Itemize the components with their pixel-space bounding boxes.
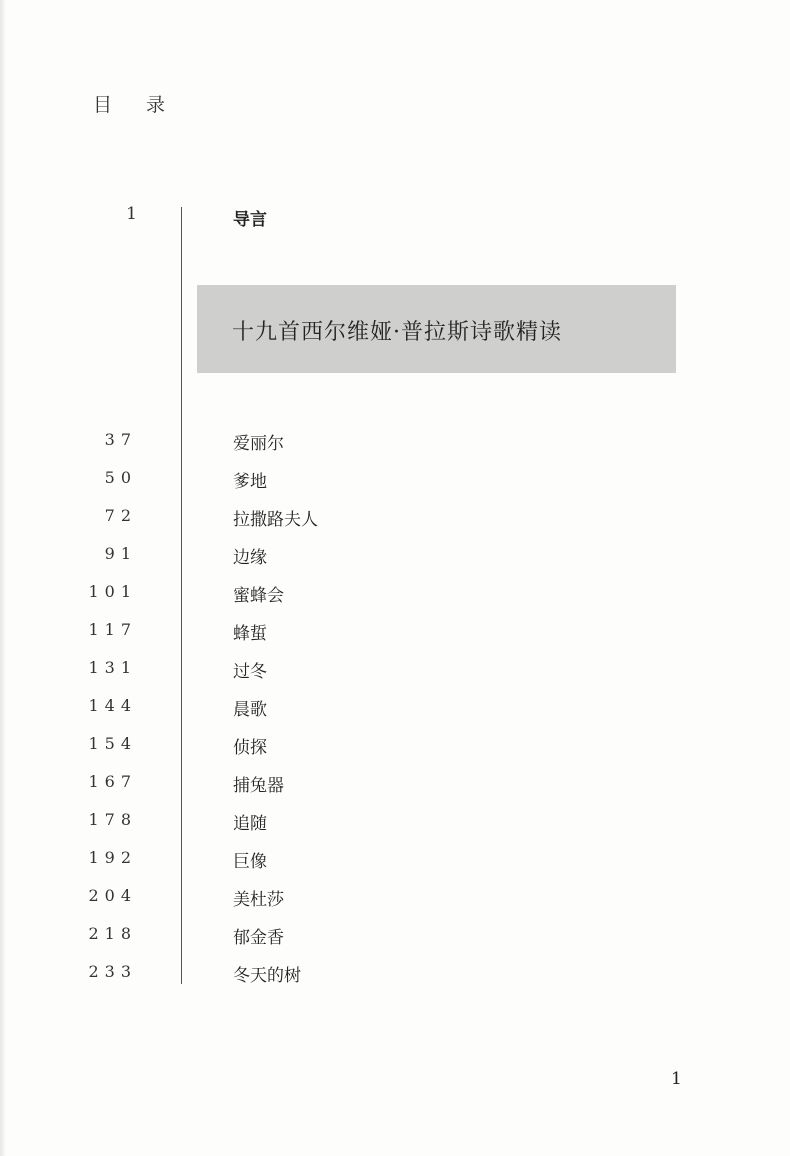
toc-page-number: 233: [88, 962, 137, 981]
toc-page-number: 154: [88, 734, 137, 753]
page-number: 1: [671, 1069, 682, 1089]
toc-title: 蜂蜇: [233, 624, 267, 644]
toc-page-number: 167: [88, 772, 137, 791]
toc-title: 美杜莎: [233, 890, 284, 910]
toc-title: 蜜蜂会: [233, 586, 284, 606]
toc-page-number: 131: [88, 658, 137, 677]
toc-entry: [0, 772, 790, 802]
toc-title: 爹地: [233, 472, 267, 492]
toc-page-number: 50: [104, 468, 137, 487]
toc-entry: [0, 430, 790, 460]
toc-page-number: 178: [88, 810, 137, 829]
toc-title: 追随: [233, 814, 267, 834]
toc-title: 边缘: [233, 548, 267, 568]
toc-page-number: 192: [88, 848, 137, 867]
intro-page-number: 1: [126, 204, 137, 224]
toc-entry: [0, 810, 790, 840]
toc-page-number: 204: [88, 886, 137, 905]
page-title: 目 录: [93, 94, 180, 116]
toc-entry: [0, 544, 790, 574]
intro-title: 导言: [233, 210, 267, 230]
toc-page-number: 72: [104, 506, 137, 525]
toc-title: 捕兔器: [233, 776, 284, 796]
toc-entry: [0, 506, 790, 536]
toc-title: 拉撒路夫人: [233, 510, 318, 530]
toc-page-number: 218: [88, 924, 137, 943]
toc-entry: [0, 734, 790, 764]
toc-entry: [0, 468, 790, 498]
toc-entry: [0, 962, 790, 992]
toc-title: 侦探: [233, 738, 267, 758]
section-title: 十九首西尔维娅·普拉斯诗歌精读: [232, 320, 562, 345]
toc-entry: [0, 848, 790, 878]
toc-entry: [0, 924, 790, 954]
toc-entry: [0, 696, 790, 726]
toc-page-number: 37: [104, 430, 137, 449]
toc-title: 郁金香: [233, 928, 284, 948]
toc-title: 过冬: [233, 662, 267, 682]
toc-entry: [0, 886, 790, 916]
toc-page-number: 91: [104, 544, 137, 563]
toc-entry: [0, 658, 790, 688]
toc-entry: [0, 620, 790, 650]
toc-entry: [0, 582, 790, 612]
toc-title: 爱丽尔: [233, 434, 284, 454]
toc-title: 晨歌: [233, 700, 267, 720]
toc-page-number: 101: [88, 582, 137, 601]
toc-page-number: 117: [88, 620, 137, 639]
toc-title: 冬天的树: [233, 966, 301, 986]
toc-page-number: 144: [88, 696, 137, 715]
toc-title: 巨像: [233, 852, 267, 872]
